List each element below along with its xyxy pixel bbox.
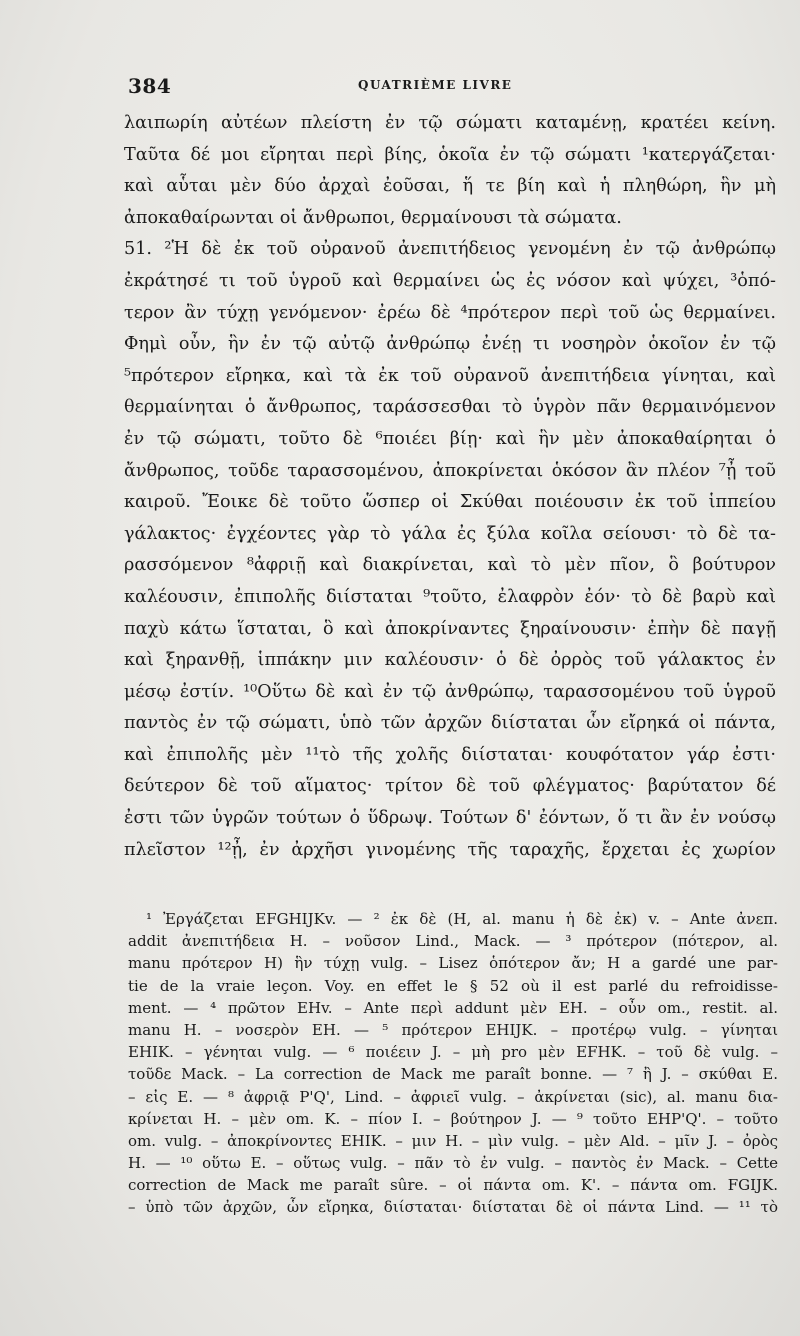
footnote-line: – ὑπὸ τῶν ἀρχῶν, ὧν εἴρηκα, διίσταται· διίσταται δὲ οἱ πάντα Lind. — ¹¹ τὸ	[128, 1198, 778, 1217]
text-line: μέσῳ ἐστίν. ¹⁰Οὕτω δὲ καὶ ἐν τῷ ἀνθρώπῳ, ταρασσομένου τοῦ ὑγροῦ	[124, 681, 776, 702]
text-line: ἐν τῷ σώματι, τοῦτο δὲ ⁶ποιέει βίῃ· καὶ ἣν μὲν ἀποκαθαίρηται ὁ	[124, 428, 776, 449]
text-line: καὶ αὗται μὲν δύο ἀρχαὶ ἐοῦσαι, ἥ τε βίη καὶ ἡ πληθώρη, ἣν μὴ	[124, 176, 776, 197]
page-number: 384	[128, 74, 172, 98]
text-line: Ταῦτα δέ μοι εἴρηται περὶ βίης, ὁκοῖα ἐν τῷ σώματι ¹κατεργάζεται·	[124, 144, 776, 165]
text-line: καὶ ἐπιπολῆς μὲν ¹¹τὸ τῆς χολῆς διίσταται· κουφότατον γάρ ἐστι·	[124, 744, 776, 765]
text-line: Φημὶ οὖν, ἣν ἐν τῷ αὐτῷ ἀνθρώπῳ ἐνέῃ τι νοσηρὸν ὁκοῖον ἐν τῷ	[124, 334, 776, 355]
footnotes	[128, 908, 778, 1219]
text-line: καλέουσιν, ἐπιπολῆς διίσταται ⁹τοῦτο, ἐλαφρὸν ἐόν· τὸ δὲ βαρὺ καὶ	[124, 586, 776, 607]
footnote-line: ¹ Ἐργάζεται EFGHIJKv. — ² ἐκ δὲ (H, al. manu ἡ δὲ ἐκ) v. – Ante ἀνεπ.	[146, 910, 778, 928]
text-line: ἄνθρωπος, τοῦδε ταρασσομένου, ἀποκρίνεται ὁκόσον ἂν πλέον ⁷ᾖ τοῦ	[124, 460, 776, 481]
footnote-line: tie de la vraie leçon. Voy. en effet le § 52 où il est parlé du refroidisse-	[128, 976, 778, 995]
text-line: ἐστι τῶν ὑγρῶν τούτων ὁ ὕδρωψ. Τούτων δ' ἐόντων, ὅ τι ἂν ἐν νούσῳ	[124, 808, 776, 829]
footnote-line: correction de Mack me paraît sûre. – οἱ πάντα om. K'. – πάντα om. FGIJK.	[128, 1176, 778, 1195]
text-line: πλεῖστον ¹²ᾖ, ἐν ἀρχῆσι γινομένης τῆς ταραχῆς, ἔρχεται ἐς χωρίον	[124, 839, 776, 860]
text-line: θερμαίνηται ὁ ἄνθρωπος, ταράσσεσθαι τὸ ὑγρὸν πᾶν θερμαινόμενον	[124, 397, 776, 418]
page-header	[128, 74, 688, 98]
footnote-line: H. — ¹⁰ οὕτω E. – οὕτως vulg. – πᾶν τὸ ἐν vulg. – παντὸς ἐν Mack. – Cette	[128, 1154, 778, 1173]
text-line: παχὺ κάτω ἵσταται, ὃ καὶ ἀποκρίναντες ξηραίνουσιν· ἐπὴν δὲ παγῇ	[124, 618, 776, 639]
text-line: τερον ἂν τύχῃ γενόμενον· ἐρέω δὲ ⁴πρότερον περὶ τοῦ ὡς θερμαίνει.	[124, 302, 776, 323]
text-line: ρασσόμενον ⁸ἀφριῇ καὶ διακρίνεται, καὶ τὸ μὲν πῖον, ὃ βούτυρον	[124, 555, 776, 576]
footnote-line: – εἰς E. — ⁸ ἀφριᾷ P'Q', Lind. – ἀφριεῖ vulg. – ἀκρίνεται (sic), al. manu δια-	[128, 1087, 778, 1106]
footnote-line: om. vulg. – ἀποκρίνοντες EHIK. – μιν H. – μὶν vulg. – μὲν Ald. – μῖν J. – ὀρὸς	[128, 1131, 778, 1150]
footnote-line: τοῦδε Mack. – La correction de Mack me paraît bonne. — ⁷ ἢ J. – σκύθαι E.	[128, 1065, 778, 1084]
text-line: καὶ ξηρανθῇ, ἱππάκην μιν καλέουσιν· ὁ δὲ ὀρρὸς τοῦ γάλακτος ἐν	[124, 650, 776, 671]
text-line: ἐκράτησέ τι τοῦ ὑγροῦ καὶ θερμαίνει ὡς ἐς νόσον καὶ ψύχει, ³ὁπό-	[124, 270, 776, 291]
footnote-line: manu H. – νοσερὸν EH. — ⁵ πρότερον EHIJK. – προτέρῳ vulg. – γίνηται	[128, 1020, 778, 1039]
text-line: λαιπωρίη αὐτέων πλείστη ἐν τῷ σώματι καταμένῃ, κρατέει κείνη.	[124, 113, 776, 133]
text-line: ἀποκαθαίρωνται οἱ ἄνθρωποι, θερμαίνουσι τὰ σώματα.	[124, 207, 622, 228]
footnote-line: addit ἀνεπιτήδεια H. – νοῦσον Lind., Mack. — ³ πρότερον (πότερον, al.	[128, 932, 778, 951]
main-text	[124, 108, 776, 866]
text-line: καιροῦ. Ἔοικε δὲ τοῦτο ὥσπερ οἱ Σκύθαι ποιέουσιν ἐκ τοῦ ἱππείου	[124, 492, 776, 513]
footnote-line: manu πρότερον H) ἣν τύχῃ vulg. – Lisez ὁπότερον ἄν; H a gardé une par-	[128, 954, 778, 973]
footnote-line: EHIK. – γένηται vulg. — ⁶ ποιέειν J. – μὴ pro μὲν EFHK. – τοῦ δὲ vulg. –	[128, 1043, 778, 1062]
text-line: ⁵πρότερον εἴρηκα, καὶ τὰ ἐκ τοῦ οὐρανοῦ ἀνεπιτήδεια γίνηται, καὶ	[124, 365, 776, 386]
text-line: 51. ²Ἡ δὲ ἐκ τοῦ οὐρανοῦ ἀνεπιτήδειος γενομένη ἐν τῷ ἀνθρώπῳ	[124, 239, 776, 260]
text-line: παντὸς ἐν τῷ σώματι, ὑπὸ τῶν ἀρχῶν διίσταται ὧν εἴρηκά οἱ πάντα,	[124, 713, 776, 734]
text-line: δεύτερον δὲ τοῦ αἵματος· τρίτον δὲ τοῦ φλέγματος· βαρύτατον δέ	[124, 776, 776, 797]
running-head: QUATRIÈME LIVRE	[358, 78, 513, 92]
footnote-line: κρίνεται H. – μὲν om. K. – πίον I. – βούτηρον J. — ⁹ τοῦτο EHP'Q'. – τοῦτο	[128, 1109, 778, 1128]
footnote-line: ment. — ⁴ πρῶτον EHv. – Ante περὶ addunt μὲν EH. – οὖν om., restit. al.	[128, 998, 778, 1017]
text-line: γάλακτος· ἐγχέοντες γὰρ τὸ γάλα ἐς ξύλα κοῖλα σείουσι· τὸ δὲ τα-	[124, 523, 776, 544]
